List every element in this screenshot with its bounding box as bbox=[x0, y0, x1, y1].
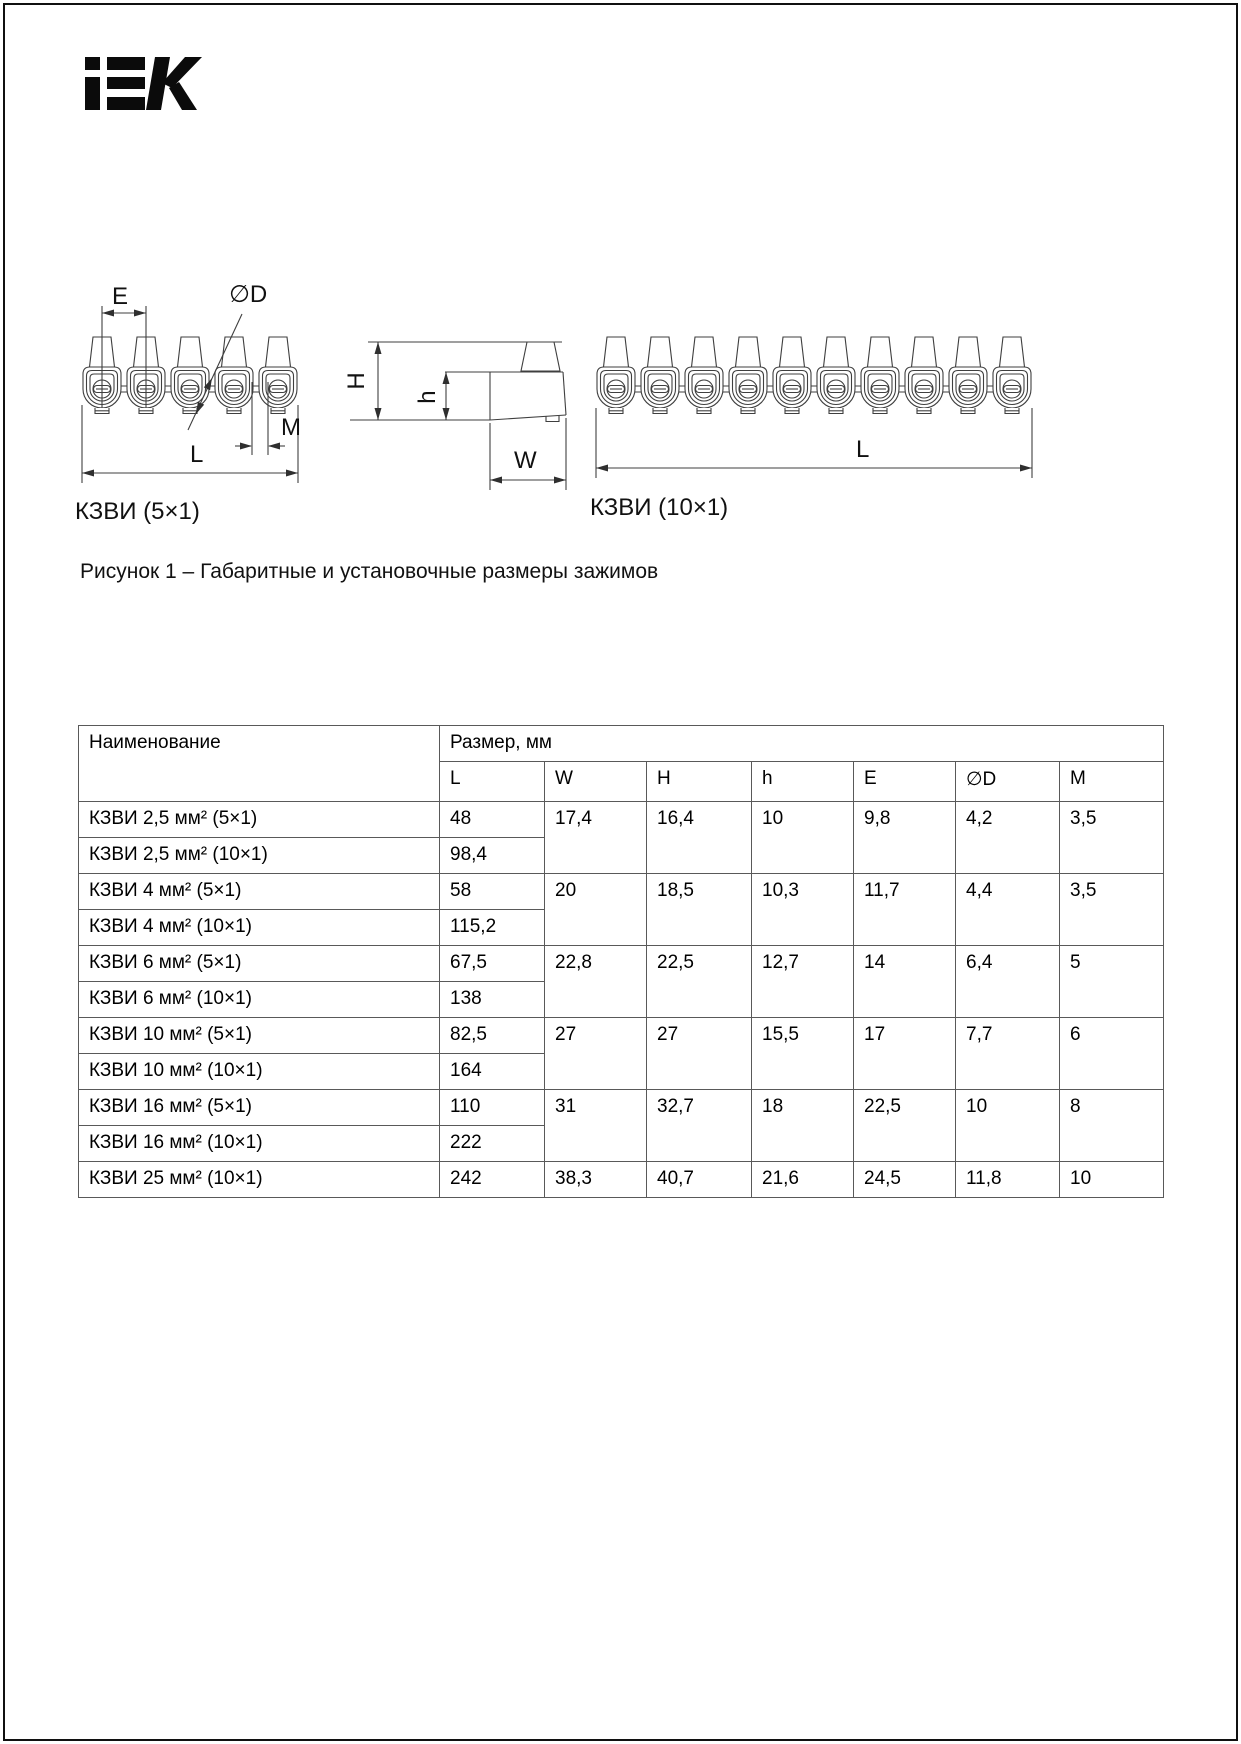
cell-h-lower: 15,5 bbox=[752, 1018, 854, 1090]
cell-e: 22,5 bbox=[854, 1090, 956, 1162]
view-label-10x1: КЗВИ (10×1) bbox=[590, 494, 729, 521]
dim-label-e: E bbox=[112, 283, 129, 310]
col-header-diameter-d: ∅D bbox=[956, 762, 1060, 802]
cell-h-upper: 40,7 bbox=[647, 1162, 752, 1198]
cell-e: 17 bbox=[854, 1018, 956, 1090]
cell-name: КЗВИ 16 мм² (5×1) bbox=[79, 1090, 440, 1126]
cell-name: КЗВИ 2,5 мм² (5×1) bbox=[79, 802, 440, 838]
front-view-10x1-drawing bbox=[585, 250, 1055, 485]
dim-label-m: M bbox=[281, 414, 301, 441]
cell-name: КЗВИ 2,5 мм² (10×1) bbox=[79, 838, 440, 874]
cell-e: 24,5 bbox=[854, 1162, 956, 1198]
cell-l: 98,4 bbox=[440, 838, 545, 874]
cell-m: 5 bbox=[1060, 946, 1164, 1018]
cell-name: КЗВИ 6 мм² (5×1) bbox=[79, 946, 440, 982]
cell-h-lower: 18 bbox=[752, 1090, 854, 1162]
cell-h-upper: 32,7 bbox=[647, 1090, 752, 1162]
table-row bbox=[79, 946, 1164, 982]
dimension-l-10x1 bbox=[596, 408, 1032, 478]
cell-w: 31 bbox=[545, 1090, 647, 1162]
cell-l: 242 bbox=[440, 1162, 545, 1198]
clamp-units-10 bbox=[597, 337, 1031, 414]
table-row bbox=[79, 874, 1164, 910]
table-header-size: Размер, мм bbox=[440, 726, 1164, 762]
cell-l: 138 bbox=[440, 982, 545, 1018]
cell-l: 58 bbox=[440, 874, 545, 910]
cell-diameter-d: 6,4 bbox=[956, 946, 1060, 1018]
cell-w: 22,8 bbox=[545, 946, 647, 1018]
dim-label-w: W bbox=[514, 447, 537, 474]
cell-m: 8 bbox=[1060, 1090, 1164, 1162]
cell-h-lower: 10,3 bbox=[752, 874, 854, 946]
cell-m: 10 bbox=[1060, 1162, 1164, 1198]
cell-diameter-d: 11,8 bbox=[956, 1162, 1060, 1198]
iek-logo bbox=[85, 57, 205, 110]
table-row bbox=[79, 1018, 1164, 1054]
cell-l: 164 bbox=[440, 1054, 545, 1090]
dimension-h-lower bbox=[443, 372, 450, 420]
cell-l: 48 bbox=[440, 802, 545, 838]
cell-h-lower: 10 bbox=[752, 802, 854, 874]
cell-diameter-d: 7,7 bbox=[956, 1018, 1060, 1090]
cell-diameter-d: 4,4 bbox=[956, 874, 1060, 946]
col-header-m: M bbox=[1060, 762, 1164, 802]
figure-caption: Рисунок 1 – Габаритные и установочные размеры зажимов bbox=[80, 560, 659, 583]
side-profile bbox=[350, 342, 566, 422]
cell-m: 6 bbox=[1060, 1018, 1164, 1090]
dim-label-h-lower: h bbox=[414, 390, 441, 404]
cell-l: 115,2 bbox=[440, 910, 545, 946]
cell-name: КЗВИ 10 мм² (5×1) bbox=[79, 1018, 440, 1054]
cell-w: 38,3 bbox=[545, 1162, 647, 1198]
table-row bbox=[79, 1162, 1164, 1198]
cell-h-lower: 21,6 bbox=[752, 1162, 854, 1198]
cell-e: 11,7 bbox=[854, 874, 956, 946]
cell-name: КЗВИ 25 мм² (10×1) bbox=[79, 1162, 440, 1198]
cell-name: КЗВИ 6 мм² (10×1) bbox=[79, 982, 440, 1018]
cell-h-lower: 12,7 bbox=[752, 946, 854, 1018]
cell-l: 82,5 bbox=[440, 1018, 545, 1054]
side-view-drawing bbox=[345, 290, 585, 500]
cell-l: 67,5 bbox=[440, 946, 545, 982]
cell-name: КЗВИ 4 мм² (5×1) bbox=[79, 874, 440, 910]
cell-h-upper: 18,5 bbox=[647, 874, 752, 946]
dimensions-table bbox=[78, 725, 1164, 1198]
table-row bbox=[79, 802, 1164, 838]
cell-name: КЗВИ 4 мм² (10×1) bbox=[79, 910, 440, 946]
dim-label-h-upper: H bbox=[343, 372, 370, 390]
table-header-name: Наименование bbox=[79, 726, 440, 802]
cell-name: КЗВИ 10 мм² (10×1) bbox=[79, 1054, 440, 1090]
cell-h-upper: 22,5 bbox=[647, 946, 752, 1018]
col-header-h-upper: H bbox=[647, 762, 752, 802]
cell-m: 3,5 bbox=[1060, 874, 1164, 946]
dim-label-l-5x1: L bbox=[190, 441, 204, 468]
view-label-5x1: КЗВИ (5×1) bbox=[75, 498, 200, 525]
dimension-h-upper bbox=[375, 342, 382, 420]
cell-h-upper: 27 bbox=[647, 1018, 752, 1090]
cell-diameter-d: 4,2 bbox=[956, 802, 1060, 874]
cell-diameter-d: 10 bbox=[956, 1090, 1060, 1162]
col-header-l: L bbox=[440, 762, 545, 802]
cell-w: 20 bbox=[545, 874, 647, 946]
table-row bbox=[79, 1090, 1164, 1126]
col-header-h-lower: h bbox=[752, 762, 854, 802]
cell-h-upper: 16,4 bbox=[647, 802, 752, 874]
cell-m: 3,5 bbox=[1060, 802, 1164, 874]
col-header-e: E bbox=[854, 762, 956, 802]
col-header-w: W bbox=[545, 762, 647, 802]
dim-label-diameter-d: ∅D bbox=[229, 281, 268, 308]
dim-label-l-10x1: L bbox=[856, 436, 870, 463]
cell-l: 110 bbox=[440, 1090, 545, 1126]
cell-e: 9,8 bbox=[854, 802, 956, 874]
cell-e: 14 bbox=[854, 946, 956, 1018]
cell-l: 222 bbox=[440, 1126, 545, 1162]
cell-w: 17,4 bbox=[545, 802, 647, 874]
clamp-units-5 bbox=[83, 337, 297, 414]
cell-w: 27 bbox=[545, 1018, 647, 1090]
cell-name: КЗВИ 16 мм² (10×1) bbox=[79, 1126, 440, 1162]
